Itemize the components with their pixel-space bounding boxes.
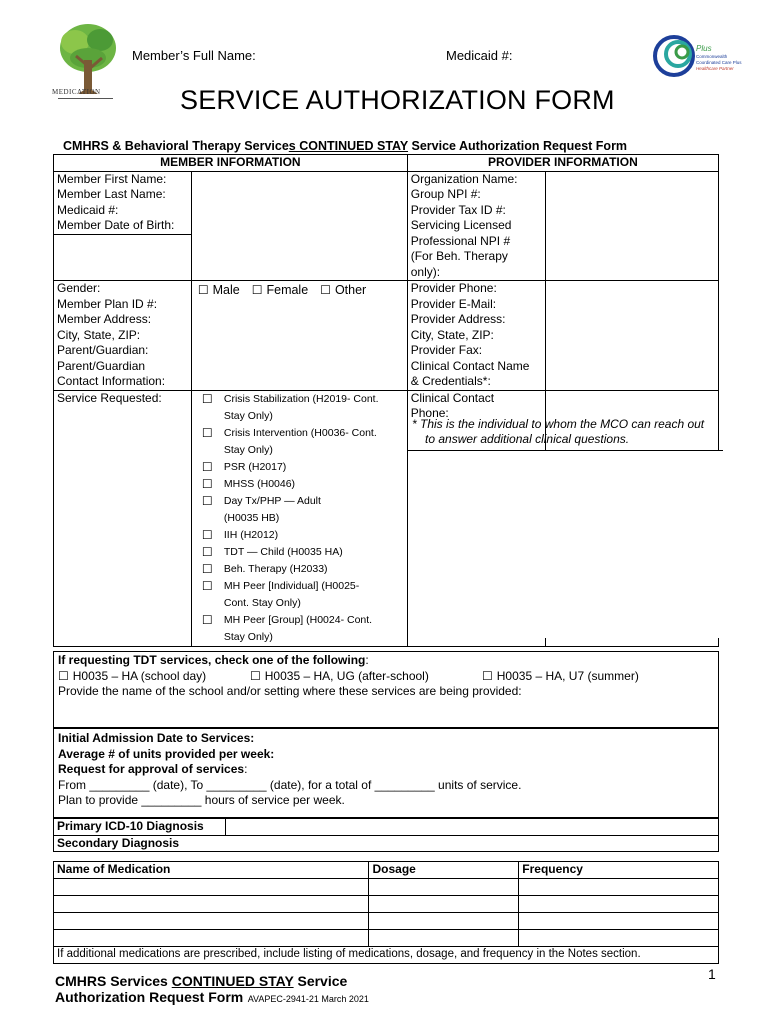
service-label (224, 578, 359, 612)
med-cell[interactable] (519, 896, 719, 913)
checkbox-icon[interactable]: ☐ (201, 459, 213, 474)
service-label-line: Stay Only) (223, 443, 273, 456)
provider-note-1: * This is the individual to whom the MCO can reach out (412, 417, 705, 431)
service-label-line: Day Tx/PHP — Adult (223, 494, 321, 507)
plan-id-text: Member Plan ID #: (57, 296, 158, 311)
gender-options (192, 281, 407, 297)
tdt-option-1-label: H0035 – HA (school day) (72, 668, 207, 683)
service-label-line: MH Peer [Group] (H0024- Cont. (223, 613, 373, 626)
provider-fax-text: Provider Fax: (410, 343, 483, 357)
member-last-name-text: Member Last Name: (57, 187, 166, 201)
member-dob-spacer (54, 234, 192, 280)
service-label-line: MHSS (H0046) (223, 477, 296, 490)
contact-phone-2: Phone: (410, 406, 449, 420)
form-title: SERVICE AUTHORIZATION FORM (180, 85, 615, 115)
service-label-line: Crisis Intervention (H0036- Cont. (223, 426, 377, 439)
medicaid-label: Medicaid #: (446, 48, 513, 63)
service-label (224, 391, 379, 425)
checkbox-icon[interactable]: ☐ (320, 283, 331, 297)
subtitle-part1: CMHRS & Behavioral Therapy Service (63, 139, 289, 153)
service-item[interactable] (202, 476, 403, 493)
gender-other-label: Other (334, 283, 367, 297)
footer-line2-text: Authorization Request Form (55, 989, 244, 1005)
service-item[interactable] (202, 578, 403, 612)
med-cell[interactable] (519, 913, 719, 930)
member-fields-input-1[interactable] (191, 171, 407, 281)
member-first-name-text: Member First Name: (57, 171, 167, 186)
med-row (54, 879, 719, 896)
right-logo-sub2: Coordinated Care Plus (696, 60, 742, 65)
contact-name-2: & Credentials*: (410, 374, 491, 388)
footer-code: AVAPEC-2941-21 March 2021 (247, 994, 369, 1004)
footer-line1 (55, 973, 347, 989)
checkbox-icon[interactable]: ☐ (201, 527, 213, 542)
provider-fields-input-2[interactable] (545, 281, 718, 391)
provider-info-header: PROVIDER INFORMATION (407, 155, 718, 172)
med-row (54, 930, 719, 947)
primary-diagnosis-input[interactable] (225, 819, 718, 836)
checkbox-icon[interactable]: ☐ (482, 668, 493, 683)
guardian-contact-2: Contact Information: (57, 374, 166, 388)
left-logo-text: MEDICATION (52, 88, 101, 96)
service-item[interactable] (202, 612, 403, 646)
provider-servicing-1: Servicing Licensed (410, 218, 512, 232)
tdt-heading (54, 652, 718, 669)
service-label (224, 425, 377, 459)
checkbox-icon[interactable]: ☐ (197, 283, 209, 297)
checkbox-icon[interactable]: ☐ (201, 493, 213, 508)
med-cell[interactable] (54, 930, 369, 947)
med-col-frequency: Frequency (519, 862, 719, 879)
right-logo-sub3: Healthcare Partner (696, 66, 734, 71)
gender-female-option[interactable] (252, 283, 308, 297)
tdt-option-2-label: H0035 – HA, UG (after-school) (264, 668, 429, 683)
subtitle-part3: Service Authorization Request Form (408, 139, 628, 153)
left-logo (50, 18, 125, 108)
checkbox-icon[interactable]: ☐ (201, 578, 213, 593)
tdt-option-3-label: H0035 – HA, U7 (summer) (496, 668, 639, 683)
primary-diagnosis-label: Primary ICD-10 Diagnosis (54, 819, 226, 836)
service-label-line: IIH (H2012) (223, 528, 279, 541)
provider-email-text: Provider E-Mail: (410, 296, 497, 311)
provider-city-text: City, State, ZIP: (410, 327, 494, 342)
member-first-name-label (54, 171, 192, 234)
med-col-dosage: Dosage (369, 862, 519, 879)
med-cell[interactable] (369, 879, 519, 896)
med-cell[interactable] (519, 930, 719, 947)
member-address-text: Member Address: (57, 312, 152, 326)
provider-contact-note (412, 417, 722, 447)
contact-name-1: Clinical Contact Name (410, 358, 530, 373)
member-info-header: MEMBER INFORMATION (54, 155, 408, 172)
gender-other-option[interactable] (320, 283, 366, 297)
gender-male-label: Male (212, 283, 240, 297)
plan-line: Plan to provide _________ hours of service per week. (58, 793, 345, 807)
service-label (224, 612, 372, 646)
med-row (54, 913, 719, 930)
admission-section (53, 728, 719, 818)
service-item[interactable] (202, 391, 403, 425)
provider-servicing-4: only): (410, 264, 441, 279)
note-mask-left (407, 414, 408, 450)
provider-tax-text: Provider Tax ID #: (410, 202, 506, 217)
secondary-diagnosis-input[interactable] (225, 835, 718, 852)
med-row (54, 896, 719, 913)
service-item[interactable] (202, 561, 403, 578)
subtitle-part2: s CONTINUED STAY (288, 139, 409, 153)
provider-servicing-3: (For Beh. Therapy (410, 249, 508, 263)
service-label-line: PSR (H2017) (223, 460, 287, 473)
footer-line2 (55, 989, 369, 1007)
service-list (202, 391, 403, 646)
secondary-diagnosis-label: Secondary Diagnosis (54, 835, 226, 852)
initial-admission: Initial Admission Date to Services: (58, 731, 255, 745)
right-logo-plus: Plus (696, 44, 712, 53)
service-options (191, 390, 407, 646)
tdt-colon: : (365, 653, 369, 667)
guardian-contact-1: Parent/Guardian (57, 358, 146, 373)
provider-servicing-2: Professional NPI # (410, 233, 511, 248)
request-colon: : (244, 762, 248, 776)
med-cell[interactable] (519, 879, 719, 896)
tdt-option-1[interactable] (58, 669, 206, 685)
service-item[interactable] (202, 527, 403, 544)
service-label-line: TDT — Child (H0035 HA) (223, 545, 343, 558)
service-label-line: Stay Only) (223, 630, 273, 643)
service-item[interactable] (202, 493, 403, 527)
request-approval (54, 762, 718, 778)
diagnosis-table (53, 818, 719, 852)
tdt-option-2[interactable] (250, 669, 429, 685)
provider-note-2: to answer additional clinical questions. (425, 432, 630, 446)
footer-line1-b: CONTINUED STAY (171, 973, 294, 989)
footer-line1-a: CMHRS Services (55, 973, 172, 989)
checkbox-icon[interactable]: ☐ (201, 476, 213, 491)
service-label-line: (H0035 HB) (223, 511, 280, 524)
gender-female-label: Female (266, 283, 309, 297)
page-number: 1 (708, 966, 716, 982)
service-label (224, 561, 328, 578)
med-cell[interactable] (369, 913, 519, 930)
member-full-name-label: Member’s Full Name: (132, 48, 256, 63)
checkbox-icon[interactable]: ☐ (251, 283, 263, 297)
provider-phone-text: Provider Phone: (410, 281, 497, 295)
checkbox-icon[interactable]: ☐ (201, 544, 213, 559)
med-cell[interactable] (54, 879, 369, 896)
provider-address-text: Provider Address: (410, 312, 506, 326)
member-fields-input-2 (191, 281, 407, 391)
service-label-line: Stay Only) (223, 409, 273, 422)
medication-note: If additional medications are prescribed, include listing of medications, dosage, and frequency in the Notes section. (54, 947, 719, 964)
service-label (224, 493, 321, 527)
service-label (224, 527, 278, 544)
provider-npi-text: Group NPI #: (410, 187, 481, 201)
service-label (224, 544, 343, 561)
service-label (224, 459, 286, 476)
med-cell[interactable] (369, 896, 519, 913)
note-area-mask (408, 450, 723, 638)
tdt-options (54, 669, 718, 684)
checkbox-icon[interactable]: ☐ (201, 561, 213, 576)
medication-table (53, 861, 719, 964)
ccc-plus-logo-icon (652, 32, 698, 82)
service-label-line: MH Peer [Individual] (H0025- (223, 579, 360, 592)
service-requested-label: Service Requested: (54, 390, 192, 646)
checkbox-icon[interactable]: ☐ (201, 425, 213, 440)
checkbox-icon[interactable]: ☐ (201, 391, 213, 406)
service-label-line: Beh. Therapy (H2033) (223, 562, 328, 575)
footer-line1-c: Service (293, 973, 348, 989)
med-cell[interactable] (54, 896, 369, 913)
member-dob-text: Member Date of Birth: (57, 218, 175, 232)
med-cell[interactable] (54, 913, 369, 930)
service-item[interactable] (202, 459, 403, 476)
school-prompt: Provide the name of the school and/or setting where these services are being provided: (58, 683, 522, 698)
provider-labels-1 (407, 171, 545, 281)
left-logo-line (58, 98, 113, 103)
average-units: Average # of units provided per week: (58, 746, 275, 761)
right-logo (652, 32, 752, 87)
med-col-name: Name of Medication (54, 862, 369, 879)
contact-phone-1: Clinical Contact (410, 390, 495, 405)
tdt-heading-text: If requesting TDT services, check one of the following (58, 653, 366, 667)
member-gender-label (54, 281, 192, 391)
provider-labels-2 (407, 281, 545, 391)
form-subtitle (63, 139, 627, 153)
tdt-option-3[interactable] (482, 669, 639, 685)
tdt-section (53, 651, 719, 728)
note-mask-top (408, 414, 410, 416)
checkbox-icon[interactable]: ☐ (58, 668, 69, 683)
service-item[interactable] (202, 544, 403, 561)
gender-text: Gender: (57, 281, 101, 295)
provider-org-text: Organization Name: (410, 171, 518, 186)
provider-fields-input-1[interactable] (545, 171, 718, 281)
med-cell[interactable] (369, 930, 519, 947)
checkbox-icon[interactable]: ☐ (201, 612, 213, 627)
service-label-line: Crisis Stabilization (H2019- Cont. (223, 392, 379, 405)
guardian-text: Parent/Guardian: (57, 343, 149, 357)
right-logo-sub1: Commonwealth (696, 54, 728, 59)
checkbox-icon[interactable]: ☐ (250, 668, 261, 683)
request-approval-text: Request for approval of services (58, 762, 245, 776)
member-city-text: City, State, ZIP: (57, 327, 141, 342)
service-label (224, 476, 295, 493)
gender-male-option[interactable] (198, 283, 240, 297)
from-to-line: From _________ (date), To _________ (date), for a total of _________ units of service. (58, 777, 522, 792)
member-medicaid-text: Medicaid #: (57, 202, 119, 217)
service-label-line: Cont. Stay Only) (223, 596, 301, 609)
service-item[interactable] (202, 425, 403, 459)
